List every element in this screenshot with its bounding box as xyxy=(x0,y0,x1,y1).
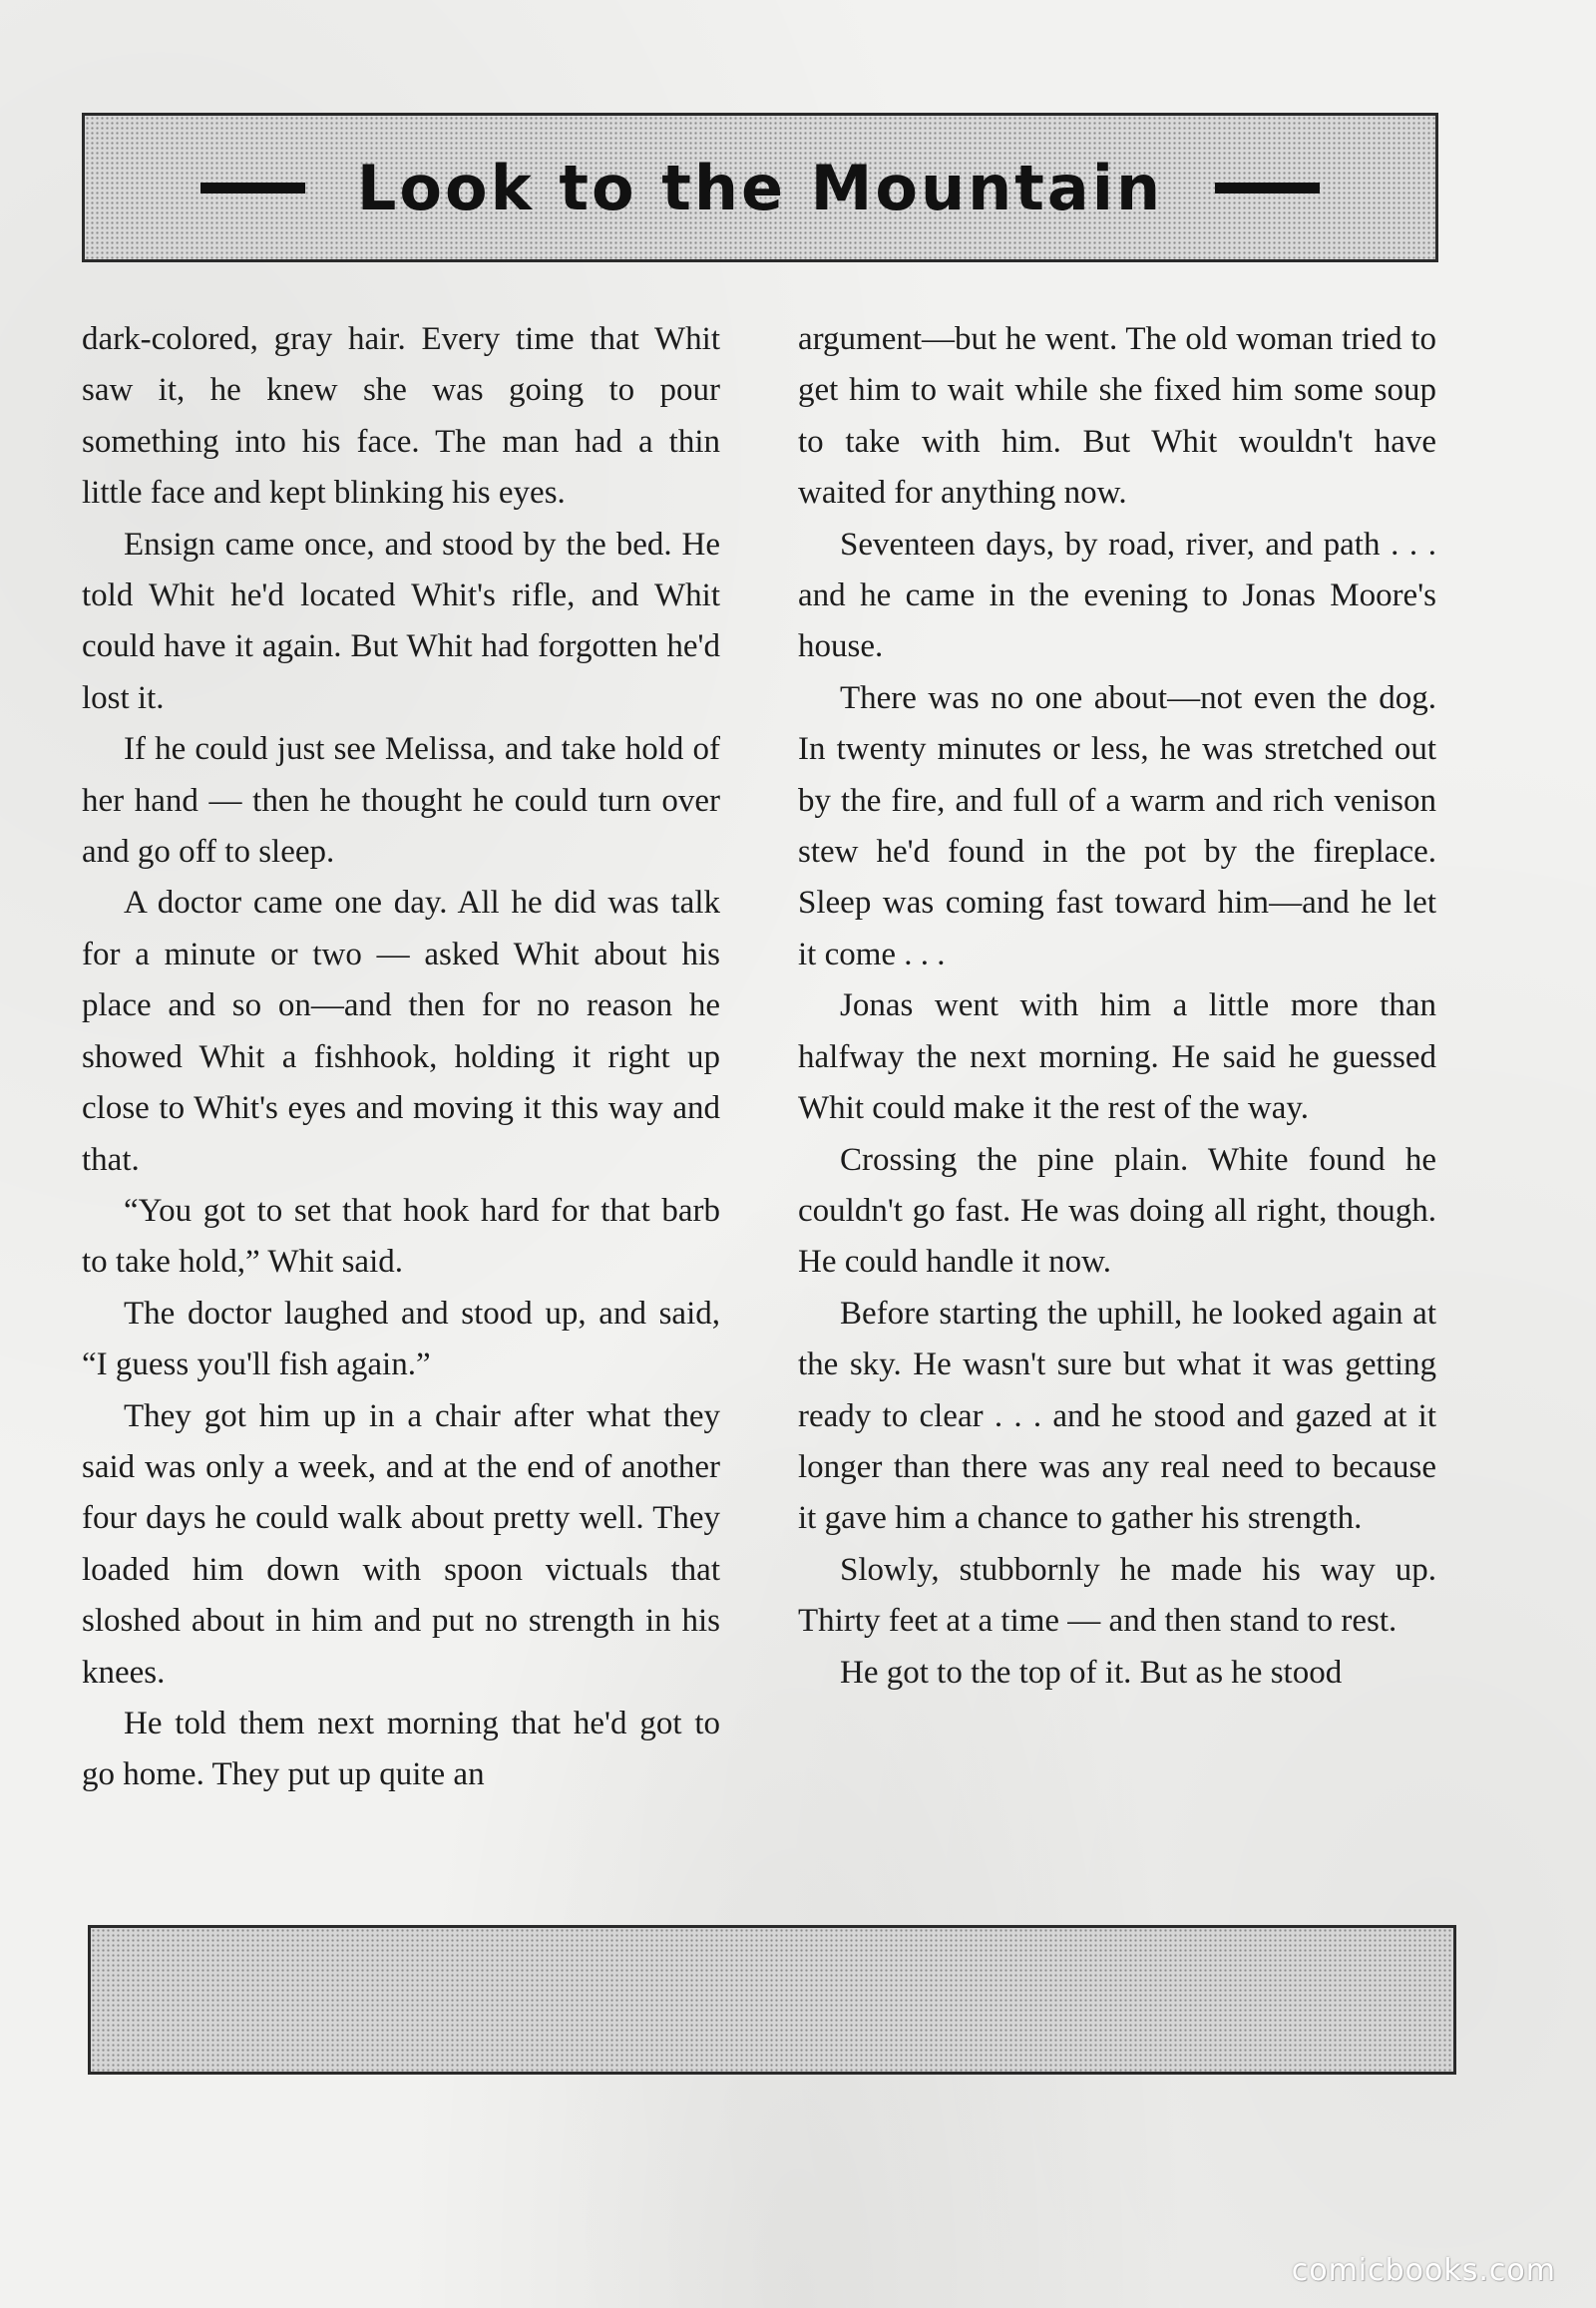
title-banner xyxy=(82,113,1438,262)
paragraph: Seventeen days, by road, river, and path . . . and he came in the evening to Jonas Moore's house. xyxy=(798,526,1436,665)
paragraph: “You got to set that hook hard for that barb to take hold,” Whit said. xyxy=(82,1192,720,1281)
bottom-halftone-panel xyxy=(88,1925,1456,2075)
paragraph: There was no one about—not even the dog. In twenty minutes or less, he was stretched out by the fire, and full of a warm and rich venison stew he'd found in the pot by the fireplace. Sleep was coming fast toward him—and he let it come . . . xyxy=(798,679,1436,972)
watermark: comicbooks.com xyxy=(1291,2253,1556,2288)
paragraph: Slowly, stubbornly he made his way up. Thirty feet at a time — and then stand to rest. xyxy=(798,1551,1436,1640)
title-rule-right xyxy=(1215,183,1320,193)
paragraph: Ensign came once, and stood by the bed. He told Whit he'd located Whit's rifle, and Whit could have it again. But Whit had forgotten he'd lost it. xyxy=(82,526,720,716)
paragraph: He got to the top of it. But as he stood xyxy=(840,1654,1343,1691)
paragraph: Crossing the pine plain. White found he couldn't go fast. He was doing all right, though. He could handle it now. xyxy=(798,1141,1436,1281)
paragraph: If he could just see Melissa, and take hold of her hand — then he thought he could turn over and go off to sleep. xyxy=(82,731,720,871)
paragraph: The doctor laughed and stood up, and said, “I guess you'll fish again.” xyxy=(82,1295,720,1383)
paragraph: He told them next morning that he'd got to go home. They put up quite an xyxy=(82,1705,720,1793)
paragraph: They got him up in a chair after what they said was only a week, and at the end of another four days he could walk about pretty well. They loaded him down with spoon victuals that sloshed about in him and put no strength in his knees. xyxy=(82,1397,720,1691)
title-rule-left xyxy=(200,183,305,193)
text-column-right xyxy=(798,314,1436,1699)
page-title: Look to the Mountain xyxy=(356,151,1164,224)
text-column-left xyxy=(82,314,720,1801)
paragraph: argument—but he went. The old woman tried to get him to wait while she fixed him some soup to take with him. But Whit wouldn't have waited for anything now. xyxy=(798,321,1436,512)
paragraph: Before starting the uphill, he looked again at the sky. He wasn't sure but what it was getting ready to clear . . . and he stood and gazed at it longer than there was any real need to because it gave him a chance to gather his strength. xyxy=(798,1295,1436,1537)
paragraph: dark-colored, gray hair. Every time that Whit saw it, he knew she was going to pour something into his face. The man had a thin little face and kept blinking his eyes. xyxy=(82,321,720,512)
paragraph: A doctor came one day. All he did was talk for a minute or two — asked Whit about his place and so on—and then for no reason he showed Whit a fishhook, holding it right up close to Whit's eyes and moving it this way and that. xyxy=(82,885,720,1178)
paragraph: Jonas went with him a little more than halfway the next morning. He said he guessed Whit could make it the rest of the way. xyxy=(798,987,1436,1127)
